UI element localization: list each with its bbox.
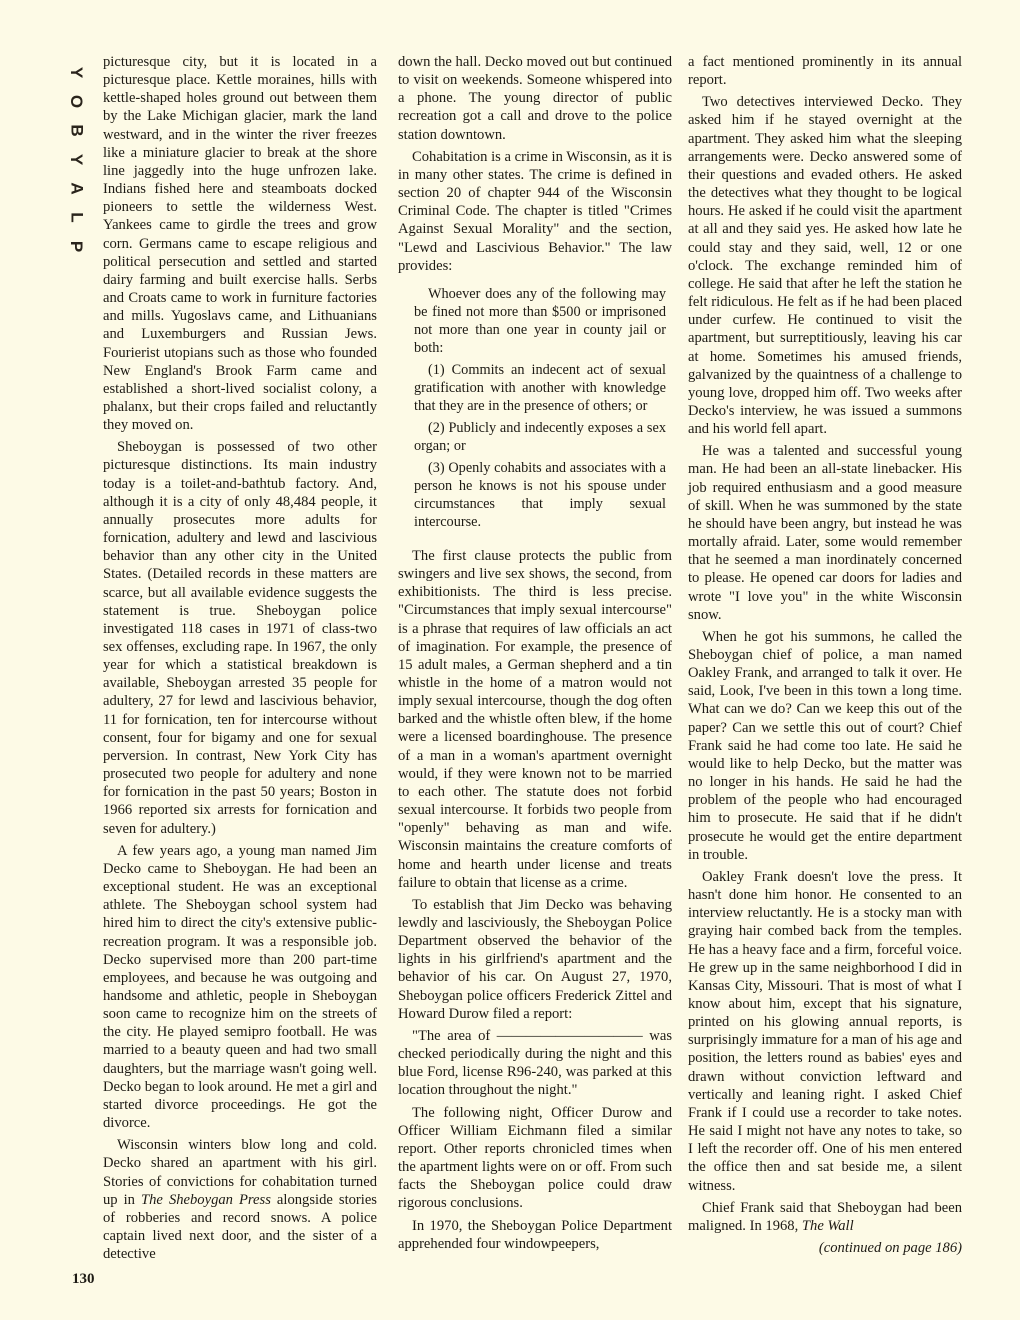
paragraph: In 1970, the Sheboygan Police Department apprehended four windowpeepers, <box>398 1217 672 1252</box>
paragraph-text: alongside stories of robberies and record snows. A police captain lived next door, and the sister of a detective <box>103 1191 377 1263</box>
statute-clause: Whoever does any of the following may be fined not more than $500 or imprisoned not more than one year in county jail or both: <box>414 285 666 356</box>
paragraph: Oakley Frank doesn't love the press. It hasn't done him honor. He consented to an interview reluctantly. He is a stocky man with graying hair combed back from the temples. He has a heavy face and a firm, forceful voice. He grew up in the same neighborhood I did in Kansas City, Missouri. That is most of what I know about him, except that his signature, printed on his glowing annual reports, is surprisingly immature for a man of his age and position, the letters round as babies' eyes and drawn without conviction leftward and vertically and leaning right. I asked Chief Frank if I could use a recorder to take notes. He said I might not have any notes to take, so I left the recorder off. One of his men entered the office then and sat beside me, a silent witness. <box>688 868 962 1194</box>
statute-clause: (2) Publicly and indecently exposes a sex organ; or <box>414 419 666 454</box>
paragraph: The first clause protects the public from swingers and live sex shows, the second, from exhibitionists. The third is less precise. "Circumstances that imply sexual intercourse" is a phrase that requires of law officials an act of imagination. For example, the presence of 15 adult males, a German shepherd and a tin whistle in the home of a matron would not imply sexual intercourse, though the dog often barked and the whistle often blew, if the home were a licensed boardinghouse. The presence of a man in a woman's apartment overnight would, if they were known not to be married to each other. The statute does not forbid sexual intercourse. It forbids two people from "openly" behaving as man and wife. Wisconsin maintains the creature comforts of home and hearth under license and treats failure to obtain that license as a crime. <box>398 547 672 891</box>
paragraph: Sheboygan is possessed of two other picturesque distinctions. Its main industry today is a toilet-and-bathtub factory. And, although it is a city of only 48,484 people, it annually prosecutes more adults for fornication, adultery and lewd and lascivious behavior than any other city in the United States. (Detailed records in these matters are scarce, but all available evidence suggests the statement is true. Sheboygan police investigated 118 cases in 1971 of class-two sex offenses, excluding rape. In 1967, the only year for which a statistical breakdown is available, Sheboygan arrested 35 people for adultery, 27 for lewd and lascivious behavior, 11 for fornication, ten for intercourse without consent, four for bigamy and one for sexual perversion. In contrast, New York City has prosecuted two people for adultery and none for fornication in the past 50 years; Boston in 1966 reported six arrests for fornication and seven for adultery.) <box>103 439 377 837</box>
masthead-letter: L <box>67 212 87 223</box>
statute-clause: (3) Openly cohabits and associates with a person he knows is not his spouse under circumstances that imply sexual intercourse. <box>414 459 666 530</box>
paragraph-text: Wisconsin winters blow long and cold. Decko shared an apartment with his girl. Stories of convictions for cohabitation turned up in <box>103 1137 377 1208</box>
article-column-3 <box>688 53 962 1257</box>
paragraph: a fact mentioned prominently in its annual report. <box>688 54 962 89</box>
paragraph: Two detectives interviewed Decko. They asked him if he stayed overnight at the apartment. They asked him what the sleeping arrangements were. Decko answered some of their questions and evaded others. He asked the detectives what they thought to be logical hours. He asked if he could visit the apartment at all and they said yes. He asked how late he could stay and they said, well, 12 or one o'clock. The exchange reminded him of college. He said that after he left the station he felt ridiculous. He felt as if he had been placed under curfew. He continued to visit the apartment, but surreptitiously, leaving his car at home. Sometimes his amused friends, galvanized by the quaintness of a challenge to young love, dropped him off. Two weeks after Decko's interview, he was issued a summons and his world fell apart. <box>688 94 962 438</box>
masthead-letter: O <box>67 94 87 109</box>
paragraph: To establish that Jim Decko was behaving lewdly and lasciviously, the Sheboygan Police Department observed the behavior of the lights in his girlfriend's apartment and the behavior of his car. On August 27, 1970, Sheboygan police officers Frederick Zittel and Howard Durow filed a report: <box>398 896 672 1022</box>
article-column-2 <box>398 53 672 1253</box>
masthead-letter: B <box>67 124 87 137</box>
newspaper-title: The Sheboygan Press <box>141 1191 271 1208</box>
paragraph: When he got his summons, he called the Sheboygan chief of police, a man named Oakley Frank, and arranged to talk it over. He said, Look, I've been in this town a long time. What can we do? Can we keep this out of the paper? Can we settle this out of court? Chief Frank said he had come too late. He said he would like to help Decko, but the matter was no longer in his hands. He said he had the problem of the people who had encouraged him to prosecute. He said that if he didn't prosecute he would get the entire department in trouble. <box>688 628 962 863</box>
paragraph <box>688 1199 962 1235</box>
magazine-masthead <box>60 58 94 261</box>
paragraph: down the hall. Decko moved out but continued to visit on weekends. Someone whispered into a phone. The young director of public recreation got a call and drove to the police station downtown. <box>398 54 672 143</box>
statute-quote <box>414 285 666 531</box>
page-number: 130 <box>72 1271 95 1287</box>
police-report-quote: "The area of ―――――――――― was checked periodically during the night and this blue Ford, license R96-240, was parked at this location throughout the night." <box>398 1027 672 1099</box>
paragraph-text: Chief Frank said that Sheboygan had been maligned. In 1968, <box>688 1199 962 1234</box>
paragraph: picturesque city, but it is located in a picturesque place. Kettle moraines, hills with kettle-shaped holes ground out between them by the Lake Michigan glacier, mark the land westward, and in the winter the river freezes like a miniature glacier to break at the shore line jaggedly into the huge unfrozen lake. Indians fished here and steamboats docked pioneers to settle the wilderness West. Yankees came to girdle the trees and grow corn. Germans came to escape religious and political persecution and settled and started dairy farming and built exercise halls. Serbs and Croats came to work in furniture factories and mills. Yugoslavs came, and Lithuanians and Luxemburgers and Russian Jews. Fourierist utopians such as those who founded New England's Brook Farm came and established a short-lived socialist colony, a phalanx, but their crops failed and reluctantly they moved on. <box>103 54 377 434</box>
masthead-letter: P <box>67 240 87 253</box>
newspaper-title: The Wall <box>801 1217 854 1234</box>
statute-clause: (1) Commits an indecent act of sexual gratification with another with knowledge that they are in the presence of others; or <box>414 361 666 414</box>
continued-note: (continued on page 186) <box>818 1240 962 1256</box>
paragraph: He was a talented and successful young man. He had been an all-state linebacker. His job required enthusiasm and a good measure of skill. When he was summoned by the state he should have been angry, but instead he was mortally afraid. Later, some would remember that he seemed a man inordinately concerned to please. He opened car doors for ladies and wrote "I love you" in the white Wisconsin snow. <box>688 443 962 623</box>
masthead-letter: A <box>67 182 87 195</box>
masthead-letter: Y <box>67 66 87 79</box>
article-column-1 <box>103 53 377 1263</box>
paragraph: Cohabitation is a crime in Wisconsin, as it is in many other states. The crime is defined in section 20 of chapter 944 of the Wisconsin Criminal Code. The chapter is titled "Crimes Against Sexual Morality" and the section, "Lewd and Lascivious Behavior." The law provides: <box>398 148 672 274</box>
masthead-letter: Y <box>67 153 87 166</box>
paragraph: A few years ago, a young man named Jim Decko came to Sheboygan. He had been an exceptional student. He was an exceptional athlete. The Sheboygan school system had hired him to direct the city's extensive public-recreation program. It was a responsible job. Decko supervised more than 200 part-time employees, and because he was outgoing and handsome and athletic, people in Sheboygan soon came to recognize him on the streets of the city. He played semipro football. He was married to a beauty queen and had two small daughters, but the marriage wasn't going well. Decko began to look around. He met a girl and started divorce proceedings. He got the divorce. <box>103 842 377 1132</box>
paragraph <box>103 1136 377 1263</box>
paragraph: The following night, Officer Durow and Officer William Eichmann filed a similar report. Other reports chronicled times when the apartment lights were on or off. From such facts the Sheboygan police could draw rigorous conclusions. <box>398 1104 672 1212</box>
